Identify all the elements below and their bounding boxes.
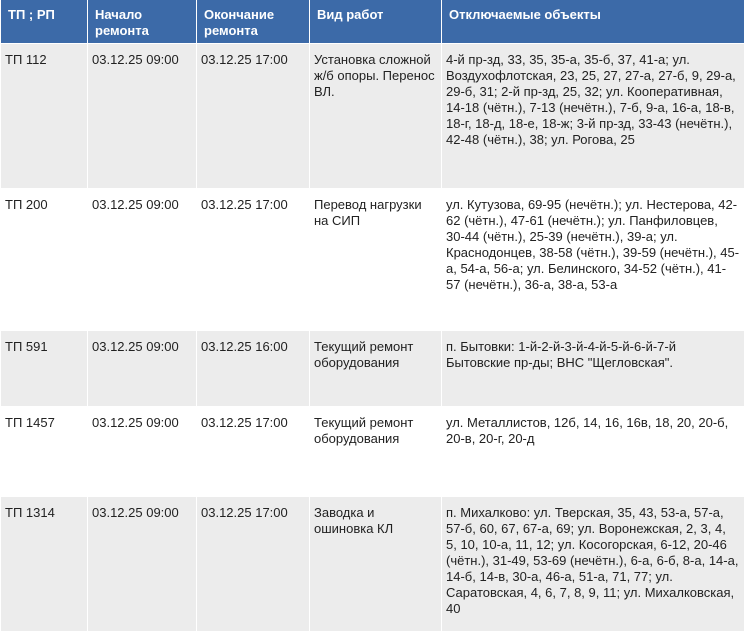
cell-work: Текущий ремонт оборудования (310, 406, 442, 496)
cell-objects: п. Бытовки: 1-й-2-й-3-й-4-й-5-й-6-й-7-й Бытовские пр-ды; ВНС "Щегловская". (442, 330, 744, 406)
table-row (1, 330, 744, 406)
cell-start: 03.12.25 09:00 (88, 43, 197, 188)
cell-start: 03.12.25 09:00 (88, 188, 197, 330)
cell-end: 03.12.25 17:00 (197, 188, 310, 330)
cell-work: Заводка и ошиновка КЛ (310, 496, 442, 631)
header-end: Окончание ремонта (197, 0, 310, 43)
table-row (1, 188, 744, 330)
cell-end: 03.12.25 16:00 (197, 330, 310, 406)
cell-start: 03.12.25 09:00 (88, 496, 197, 631)
table-header (1, 0, 744, 43)
cell-objects: ул. Кутузова, 69-95 (нечётн.); ул. Нестерова, 42-62 (чётн.), 47-61 (нечётн.); ул. Панфиловцев, 30-44 (чётн.), 25-39 (нечётн.), 39-а; ул. Краснодонцев, 38-58 (чётн.), 39-59 (нечётн.), 45-а, 54-а, 56-а; ул. Белинского, 34-52 (чётн.), 41-57 (нечётн.), 36-а, 38-а, 53-а (442, 188, 744, 330)
table-row (1, 496, 744, 631)
cell-start: 03.12.25 09:00 (88, 406, 197, 496)
header-start: Начало ремонта (88, 0, 197, 43)
table-row (1, 43, 744, 188)
table-body (1, 43, 744, 631)
cell-work: Установка сложной ж/б опоры. Перенос ВЛ. (310, 43, 442, 188)
header-tp: ТП ; РП (1, 0, 88, 43)
cell-tp: ТП 1314 (1, 496, 88, 631)
cell-end: 03.12.25 17:00 (197, 43, 310, 188)
cell-work: Перевод нагрузки на СИП (310, 188, 442, 330)
header-work: Вид работ (310, 0, 442, 43)
cell-work: Текущий ремонт оборудования (310, 330, 442, 406)
cell-objects: ул. Металлистов, 12б, 14, 16, 16в, 18, 20, 20-б, 20-в, 20-г, 20-д (442, 406, 744, 496)
header-row (1, 0, 744, 43)
cell-tp: ТП 591 (1, 330, 88, 406)
header-objects: Отключаемые объекты (442, 0, 744, 43)
cell-tp: ТП 1457 (1, 406, 88, 496)
cell-end: 03.12.25 17:00 (197, 406, 310, 496)
cell-start: 03.12.25 09:00 (88, 330, 197, 406)
cell-objects: п. Михалково: ул. Тверская, 35, 43, 53-а, 57-а, 57-б, 60, 67, 67-а, 69; ул. Воронежская, 2, 3, 4, 5, 10, 10-а, 11, 12; ул. Косогорская, 6-12, 20-46 (чётн.), 31-49, 53-69 (нечётн.), 6-а, 6-б, 8-а, 14-а, 14-б, 14-в, 30-а, 46-а, 51-а, 71, 77; ул. Саратовская, 4, 6, 7, 8, 9, 11; ул. Михалковская, 40 (442, 496, 744, 631)
cell-objects: 4-й пр-зд, 33, 35, 35-а, 35-б, 37, 41-а; ул. Воздухофлотская, 23, 25, 27, 27-а, 27-б, 9, 29-а, 29-б, 31; 2-й пр-зд, 25, 32; ул. Кооперативная, 14-18 (чётн.), 7-13 (нечётн.), 7-б, 9-а, 16-а, 18-в, 18-г, 18-д, 18-е, 18-ж; 3-й пр-зд, 33-43 (нечётн.), 42-48 (чётн.), 38; ул. Рогова, 25 (442, 43, 744, 188)
cell-tp: ТП 112 (1, 43, 88, 188)
table-row (1, 406, 744, 496)
cell-end: 03.12.25 17:00 (197, 496, 310, 631)
cell-tp: ТП 200 (1, 188, 88, 330)
